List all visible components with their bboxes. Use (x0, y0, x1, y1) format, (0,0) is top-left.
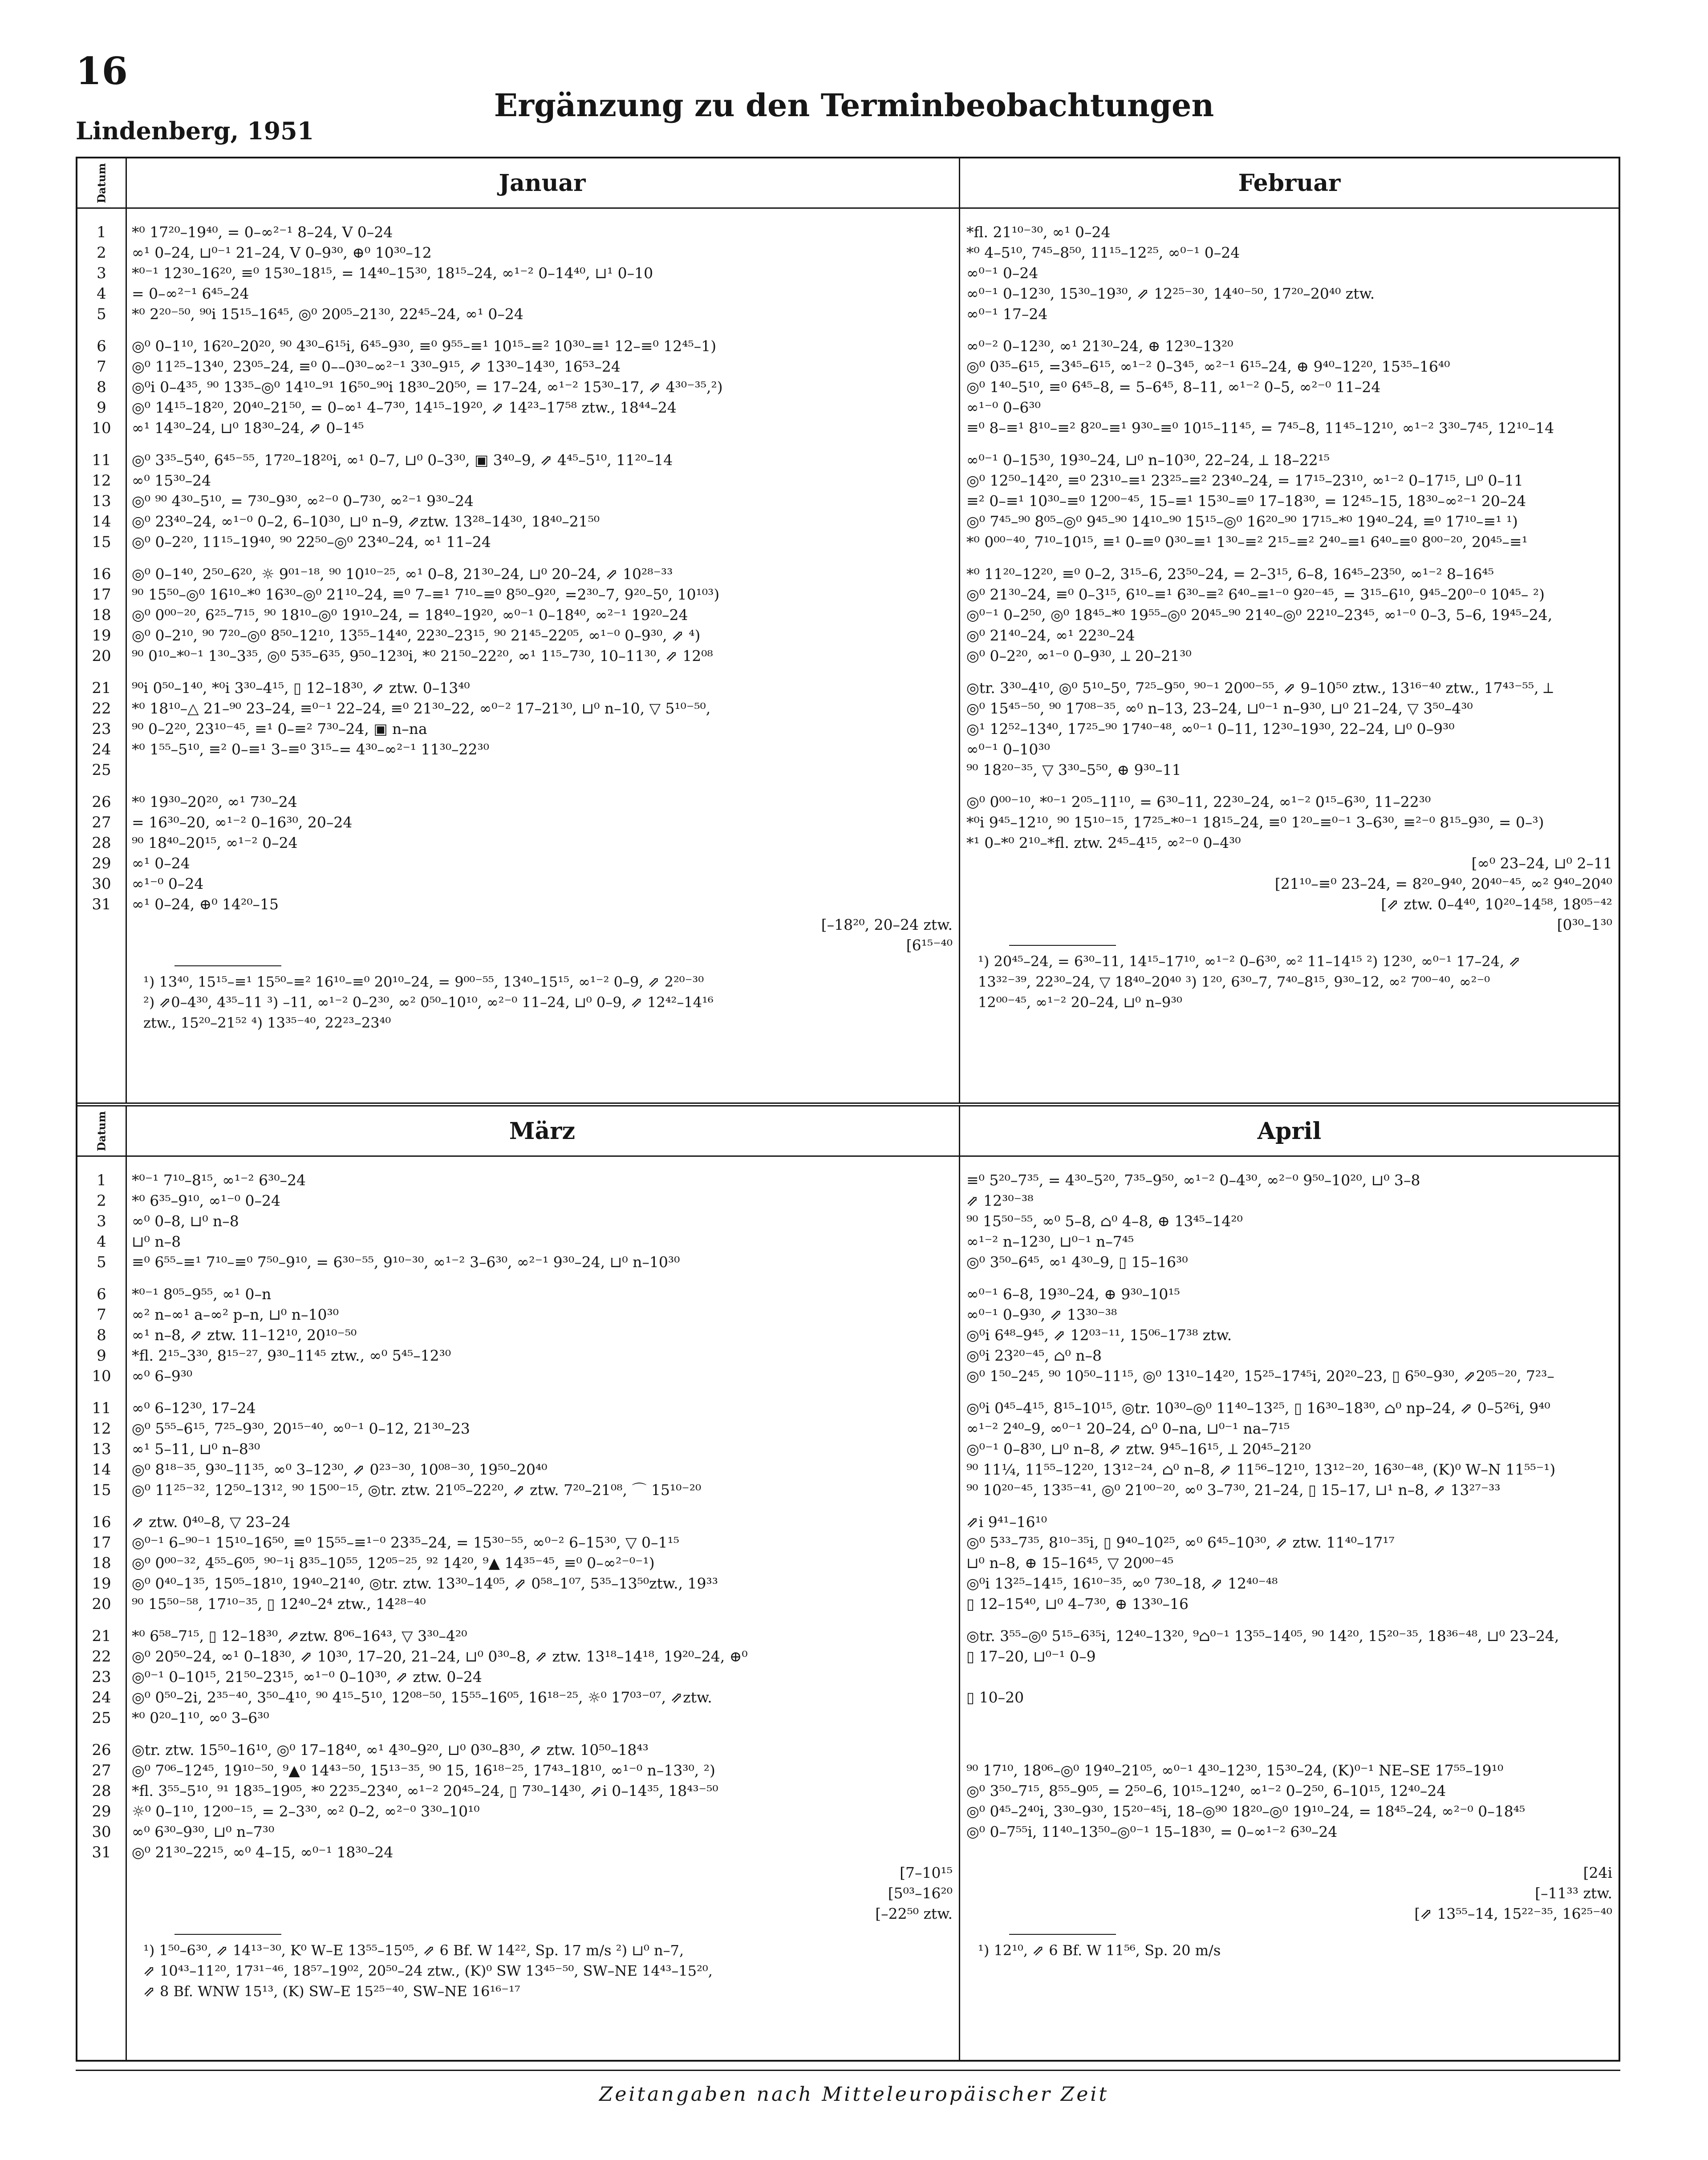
day-number: 29 (92, 855, 111, 872)
observation-row: ⇗ ztw. 0⁴⁰–8, ▽ 23–24 (132, 1513, 291, 1531)
day-number: 27 (92, 814, 111, 831)
observation-row: ⇗i 9⁴¹–16¹⁰ (966, 1513, 1047, 1531)
month-rows (126, 209, 959, 956)
continuation-line: [0³⁰–1³⁰ (1557, 916, 1612, 933)
observation-row: ◎⁰⁻¹ 0–2⁵⁰, ◎⁰ 18⁴⁵–*⁰ 19⁵⁵–◎⁰ 20⁴⁵–⁹⁰ 21⁴⁰–◎⁰ 22¹⁰–23⁴⁵, ∞¹⁻⁰ 0–3, 5–6, 19⁴⁵–24, (966, 606, 1553, 624)
day-number: 5 (97, 305, 106, 323)
observation-row: ◎⁰ 1⁵⁰–2⁴⁵, ⁹⁰ 10⁵⁰–11¹⁵, ◎⁰ 13¹⁰–14²⁰, 15²⁵–17⁴⁵i, 20²⁰–23, ▯ 6⁵⁰–9³⁰, ⇗2⁰⁵⁻²⁰, 7²³– (966, 1367, 1554, 1385)
day-list (77, 209, 126, 915)
day-number: 20 (92, 647, 111, 665)
observation-row: ⁹⁰i 0⁵⁰–1⁴⁰, *⁰i 3³⁰–4¹⁵, ▯ 12–18³⁰, ⇗ ztw. 0–13⁴⁰ (132, 679, 470, 697)
datum-header (77, 1106, 126, 1157)
observation-row: ▯ 10–20 (966, 1689, 1024, 1706)
day-number: 26 (92, 793, 111, 811)
observation-row: *¹ 0–*⁰ 2¹⁰–*fl. ztw. 2⁴⁵–4¹⁵, ∞²⁻⁰ 0–4³⁰ (966, 834, 1241, 851)
observation-row: ◎⁰ 0⁰⁰⁻¹⁰, *⁰⁻¹ 2⁰⁵–11¹⁰, = 6³⁰–11, 22³⁰–24, ∞¹⁻² 0¹⁵–6³⁰, 11–22³⁰ (966, 793, 1431, 811)
footnote-line: ztw., 15²⁰–21⁵² ⁴) 13³⁵⁻⁴⁰, 22²³–23⁴⁰ (143, 1014, 391, 1031)
observation-row: ☼⁰ 0–1¹⁰, 12⁰⁰⁻¹⁵, = 2–3³⁰, ∞² 0–2, ∞²⁻⁰ 3³⁰–10¹⁰ (132, 1803, 480, 1820)
month-april (960, 1106, 1619, 2060)
month-maerz (126, 1106, 960, 2060)
observation-row: ∞⁰⁻¹ 0–15³⁰, 19³⁰–24, ⊔⁰ n–10³⁰, 22–24, ⟂ 18–22¹⁵ (966, 451, 1330, 469)
observation-row: ◎⁰ 11²⁵⁻³², 12⁵⁰–13¹², ⁹⁰ 15⁰⁰⁻¹⁵, ◎tr. ztw. 21⁰⁵–22²⁰, ⇗ ztw. 7²⁰–21⁰⁸, ⌒ 15¹⁰⁻²⁰ (132, 1481, 702, 1499)
footnote-rule (1009, 1934, 1116, 1935)
day-number: 19 (92, 627, 111, 644)
datum-column (77, 1106, 127, 2060)
footnotes (126, 1940, 959, 2002)
observation-row: = 16³⁰–20, ∞¹⁻² 0–16³⁰, 20–24 (132, 814, 353, 831)
day-number: 14 (92, 513, 111, 531)
month-rows (960, 1157, 1619, 1924)
month-januar (126, 158, 960, 1102)
observation-row: *fl. 3⁵⁵–5¹⁰, ⁹¹ 18³⁵–19⁰⁵, *⁰ 22³⁵–23⁴⁰, ∞¹⁻² 20⁴⁵–24, ▯ 7³⁰–14³⁰, ⇗i 0–14³⁵, 18⁴³⁻⁵⁰ (132, 1782, 718, 1799)
observation-row (132, 760, 953, 780)
observation-row: *⁰⁻¹ 7¹⁰–8¹⁵, ∞¹⁻² 6³⁰–24 (132, 1171, 306, 1189)
observation-row: ∞¹⁻⁰ 0–6³⁰ (966, 399, 1041, 416)
day-number: 26 (92, 1741, 111, 1759)
day-number: 7 (97, 358, 106, 376)
observation-row: *⁰ 17²⁰–19⁴⁰, = 0–∞²⁻¹ 8–24, V 0–24 (132, 223, 393, 241)
observation-row: ≡² 0–≡¹ 10³⁰–≡⁰ 12⁰⁰⁻⁴⁵, 15–≡¹ 15³⁰–≡⁰ 17–18³⁰, = 12⁴⁵–15, 18³⁰–∞²⁻¹ 20–24 (966, 492, 1526, 510)
observation-row: ◎⁰ 0–1⁴⁰, 2⁵⁰–6²⁰, ☼ 9⁰¹⁻¹⁸, ⁹⁰ 10¹⁰⁻²⁵, ∞¹ 0–8, 21³⁰–24, ⊔⁰ 20–24, ⇗ 10²⁸⁻³³ (132, 565, 673, 583)
day-number: 24 (92, 1689, 111, 1706)
table-half-jan-feb (77, 158, 1619, 1106)
day-number: 27 (92, 1762, 111, 1779)
day-number: 11 (92, 1399, 111, 1417)
footnote-line: ²) ⇗0–4³⁰, 4³⁵–11 ³) –11, ∞¹⁻² 0–2³⁰, ∞² 0⁵⁰–10¹⁰, ∞²⁻⁰ 11–24, ⊔⁰ 0–9, ⇗ 12⁴²–14¹⁶ (143, 994, 714, 1011)
observation-row: *⁰ 6³⁵–9¹⁰, ∞¹⁻⁰ 0–24 (132, 1192, 280, 1209)
page-number: 16 (76, 49, 128, 93)
observation-row: ◎⁰⁻¹ 6–⁹⁰⁻¹ 15¹⁰–16⁵⁰, ≡⁰ 15⁵⁵–≡¹⁻⁰ 23³⁵–24, = 15³⁰⁻⁵⁵, ∞⁰⁻² 6–15³⁰, ▽ 0–1¹⁵ (132, 1534, 679, 1551)
observation-row: ◎⁰ ⁹⁰ 4³⁰–5¹⁰, = 7³⁰–9³⁰, ∞²⁻⁰ 0–7³⁰, ∞²⁻¹ 9³⁰–24 (132, 492, 474, 510)
month-februar (960, 158, 1619, 1102)
observation-row: ◎⁰ 21³⁰–24, ≡⁰ 0–3¹⁵, 6¹⁰–≡¹ 6³⁰–≡² 6⁴⁰–≡¹⁻⁰ 9²⁰⁻⁴⁵, = 3¹⁵–6¹⁰, 9⁴⁵–20⁰⁻⁰ 10⁴⁵– ²) (966, 586, 1545, 603)
day-number: 13 (92, 1440, 111, 1458)
observation-row (966, 1842, 1612, 1863)
bottom-rule (76, 2070, 1620, 2071)
footnotes (126, 972, 959, 1033)
day-number: 8 (97, 378, 106, 396)
day-number: 16 (92, 1513, 111, 1531)
observation-row: ◎⁰i 0–4³⁵, ⁹⁰ 13³⁵–◎⁰ 14¹⁰–⁹¹ 16⁵⁰–⁹⁰i 18³⁰–20⁵⁰, = 17–24, ∞¹⁻² 15³⁰–17, ⇗ 4³⁰⁻³⁵,²) (132, 378, 723, 396)
observation-row: ◎⁰ 21⁴⁰–24, ∞¹ 22³⁰–24 (966, 627, 1135, 644)
observation-row: ∞² n–∞¹ a–∞² p–n, ⊔⁰ n–10³⁰ (132, 1306, 339, 1323)
observation-row: ∞¹ 0–24 (132, 855, 190, 872)
day-number: 25 (92, 1709, 111, 1727)
observation-row: ◎⁰ 12⁵⁰–14²⁰, ≡⁰ 23¹⁰–≡¹ 23²⁵–≡² 23⁴⁰–24, = 17¹⁵–23¹⁰, ∞¹⁻² 0–17¹⁵, ⊔⁰ 0–11 (966, 472, 1523, 489)
observation-row: ◎⁰ 21³⁰–22¹⁵, ∞⁰ 4–15, ∞⁰⁻¹ 18³⁰–24 (132, 1844, 394, 1861)
day-number: 9 (97, 399, 106, 417)
observation-row: ⁹⁰ 18⁴⁰–20¹⁵, ∞¹⁻² 0–24 (132, 834, 298, 851)
observation-table (76, 157, 1620, 2062)
observation-row: ◎⁰ 0–2²⁰, ∞¹⁻⁰ 0–9³⁰, ⟂ 20–21³⁰ (966, 647, 1192, 665)
observation-row: *⁰ 4–5¹⁰, 7⁴⁵–8⁵⁰, 11¹⁵–12²⁵, ∞⁰⁻¹ 0–24 (966, 244, 1240, 261)
observation-row: ⁹⁰ 15⁵⁰–◎⁰ 16¹⁰–*⁰ 16³⁰–◎⁰ 21¹⁰–24, ≡⁰ 7–≡¹ 7¹⁰–≡⁰ 8⁵⁰–9²⁰, =2³⁰–7, 9²⁰–5⁰, 10¹⁰³) (132, 586, 720, 603)
observation-row: *⁰ 11²⁰–12²⁰, ≡⁰ 0–2, 3¹⁵–6, 23⁵⁰–24, = 2–3¹⁵, 6–8, 16⁴⁵–23⁵⁰, ∞¹⁻² 8–16⁴⁵ (966, 565, 1494, 583)
day-number: 22 (92, 1648, 111, 1666)
observation-row: ◎tr. 3⁵⁵–◎⁰ 5¹⁵–6³⁵i, 12⁴⁰–13²⁰, ⁹⌂⁰⁻¹ 13⁵⁵–14⁰⁵, ⁹⁰ 14²⁰, 15²⁰⁻³⁵, 18³⁶⁻⁴⁸, ⊔⁰ 23–24, (966, 1627, 1559, 1645)
observation-row: ≡⁰ 5²⁰–7³⁵, = 4³⁰–5²⁰, 7³⁵–9⁵⁰, ∞¹⁻² 0–4³⁰, ∞²⁻⁰ 9⁵⁰–10²⁰, ⊔⁰ 3–8 (966, 1171, 1420, 1189)
observation-row: ◎⁰i 0⁴⁵–4¹⁵, 8¹⁵–10¹⁵, ◎tr. 10³⁰–◎⁰ 11⁴⁰–13²⁵, ▯ 16³⁰–18³⁰, ⌂⁰ np–24, ⇗ 0–5²⁶i, 9⁴⁰ (966, 1399, 1550, 1417)
observation-row: ◎⁰⁻¹ 0–8³⁰, ⊔⁰ n–8, ⇗ ztw. 9⁴⁵–16¹⁵, ⟂ 20⁴⁵–21²⁰ (966, 1440, 1311, 1458)
footnote-rule (174, 965, 281, 966)
observation-row: ◎⁰ 0⁴⁵–2⁴⁰i, 3³⁰–9³⁰, 15²⁰⁻⁴⁵i, 18–◎⁹⁰ 18²⁰–◎⁰ 19¹⁰–24, = 18⁴⁵–24, ∞²⁻⁰ 0–18⁴⁵ (966, 1803, 1525, 1820)
observation-row: ◎tr. ztw. 15⁵⁰–16¹⁰, ◎⁰ 17–18⁴⁰, ∞¹ 4³⁰–9²⁰, ⊔⁰ 0³⁰–8³⁰, ⇗ ztw. 10⁵⁰–18⁴³ (132, 1741, 649, 1759)
observation-row: *⁰ 6⁵⁸–7¹⁵, ▯ 12–18³⁰, ⇗ztw. 8⁰⁶–16⁴³, ▽ 3³⁰–4²⁰ (132, 1627, 467, 1645)
day-number: 30 (92, 875, 111, 893)
day-number: 10 (92, 1367, 111, 1385)
observation-row: *⁰⁻¹ 8⁰⁵–9⁵⁵, ∞¹ 0–n (132, 1285, 272, 1303)
day-number: 4 (97, 285, 106, 303)
observation-row: *⁰ 0²⁰–1¹⁰, ∞⁰ 3–6³⁰ (132, 1709, 269, 1726)
observation-row: ◎⁰⁻¹ 0–10¹⁵, 21⁵⁰–23¹⁵, ∞¹⁻⁰ 0–10³⁰, ⇗ ztw. 0–24 (132, 1668, 482, 1686)
observation-row: ◎tr. 3³⁰–4¹⁰, ◎⁰ 5¹⁰–5⁰, 7²⁵–9⁵⁰, ⁹⁰⁻¹ 20⁰⁰⁻⁵⁵, ⇗ 9–10⁵⁰ ztw., 13¹⁶⁻⁴⁰ ztw., 17⁴³⁻⁵⁵, ⟂ (966, 679, 1554, 697)
observation-row: ◎⁰i 23²⁰⁻⁴⁵, ⌂⁰ n–8 (966, 1347, 1102, 1364)
footnotes (960, 951, 1619, 1013)
day-number: 6 (97, 1285, 106, 1303)
observation-row: *⁰ 18¹⁰–△ 21–⁹⁰ 23–24, ≡⁰⁻¹ 22–24, ≡⁰ 21³⁰–22, ∞⁰⁻² 17–21³⁰, ⊔⁰ n–10, ▽ 5¹⁰⁻⁵⁰, (132, 700, 711, 717)
footnote-rule (1009, 945, 1116, 946)
month-title: März (126, 1106, 959, 1157)
observation-row: ⊔⁰ n–8, ⊕ 15–16⁴⁵, ▽ 20⁰⁰⁻⁴⁵ (966, 1554, 1174, 1572)
continuation-line: [–22⁵⁰ ztw. (875, 1905, 953, 1922)
observation-row: ∞¹ n–8, ⇗ ztw. 11–12¹⁰, 20¹⁰⁻⁵⁰ (132, 1326, 357, 1344)
observation-row: *⁰⁻¹ 12³⁰–16²⁰, ≡⁰ 15³⁰–18¹⁵, = 14⁴⁰–15³⁰, 18¹⁵–24, ∞¹⁻² 0–14⁴⁰, ⊔¹ 0–10 (132, 264, 653, 282)
page-title: Ergänzung zu den Terminbeobachtungen (494, 87, 1214, 124)
footnote-line: ⇗ 8 Bf. WNW 15¹³, (K) SW–E 15²⁵⁻⁴⁰, SW–NE 16¹⁶⁻¹⁷ (143, 1983, 520, 2000)
observation-row: *⁰ 0⁰⁰⁻⁴⁰, 7¹⁰–10¹⁵, ≡¹ 0–≡⁰ 0³⁰–≡¹ 1³⁰–≡² 2¹⁵–≡² 2⁴⁰–≡¹ 6⁴⁰–≡⁰ 8⁰⁰⁻²⁰, 20⁴⁵–≡¹ (966, 533, 1528, 551)
table-half-mar-apr (77, 1106, 1619, 2060)
day-number: 29 (92, 1803, 111, 1820)
continuation-line: [5⁰³–16²⁰ (888, 1884, 953, 1902)
day-number: 13 (92, 492, 111, 510)
day-number: 21 (92, 1627, 111, 1645)
day-number: 30 (92, 1823, 111, 1841)
footnote-line: ¹) 12¹⁰, ⇗ 6 Bf. W 11⁵⁶, Sp. 20 m/s (978, 1942, 1221, 1959)
observation-row: *fl. 2¹⁵–3³⁰, 8¹⁵⁻²⁷, 9³⁰–11⁴⁵ ztw., ∞⁰ 5⁴⁵–12³⁰ (132, 1347, 451, 1364)
month-title: Februar (960, 158, 1619, 209)
observation-row: ⁹⁰ 10²⁰⁻⁴⁵, 13³⁵⁻⁴¹, ◎⁰ 21⁰⁰⁻²⁰, ∞⁰ 3–7³⁰, 21–24, ▯ 15–17, ⊔¹ n–8, ⇗ 13²⁷⁻³³ (966, 1481, 1501, 1499)
observation-row: ◎¹ 12⁵²–13⁴⁰, 17²⁵–⁹⁰ 17⁴⁰⁻⁴⁸, ∞⁰⁻¹ 0–11, 12³⁰–19³⁰, 22–24, ⊔⁰ 0–9³⁰ (966, 720, 1455, 738)
observation-row: ◎⁰ 7⁴⁵–⁹⁰ 8⁰⁵–◎⁰ 9⁴⁵–⁹⁰ 14¹⁰–⁹⁰ 15¹⁵–◎⁰ 16²⁰–⁹⁰ 17¹⁵–*⁰ 19⁴⁰–24, ≡⁰ 17¹⁰–≡¹ ¹) (966, 513, 1518, 530)
time-zone-note: Zeitangaben nach Mitteleuropäischer Zeit (599, 2083, 1109, 2106)
footnote-line: ¹) 13⁴⁰, 15¹⁵–≡¹ 15⁵⁰–≡² 16¹⁰–≡⁰ 20¹⁰–24, = 9⁰⁰⁻⁵⁵, 13⁴⁰–15¹⁵, ∞¹⁻² 0–9, ⇗ 2²⁰⁻³⁰ (143, 973, 704, 990)
observation-row: ∞⁰⁻¹ 0–24 (966, 264, 1039, 282)
day-number: 21 (92, 679, 111, 697)
observation-row: *⁰ 2²⁰⁻⁵⁰, ⁹⁰i 15¹⁵–16⁴⁵, ◎⁰ 20⁰⁵–21³⁰, 22⁴⁵–24, ∞¹ 0–24 (132, 305, 523, 323)
observation-row (966, 1708, 1612, 1728)
day-number: 3 (97, 1212, 106, 1230)
observation-row: ⁹⁰ 0–2²⁰, 23¹⁰⁻⁴⁵, ≡¹ 0–≡² 7³⁰–24, ▣ n–na (132, 720, 427, 738)
day-number: 23 (92, 1668, 111, 1686)
day-number: 8 (97, 1326, 106, 1344)
observation-row: ∞⁰ 6–12³⁰, 17–24 (132, 1399, 256, 1417)
continuation-line: [⇗ 13⁵⁵–14, 15²²⁻³⁵, 16²⁵⁻⁴⁰ (1414, 1905, 1612, 1922)
observation-row: ≡⁰ 8–≡¹ 8¹⁰–≡² 8²⁰–≡¹ 9³⁰–≡⁰ 10¹⁵–11⁴⁵, = 7⁴⁵–8, 11⁴⁵–12¹⁰, ∞¹⁻² 3³⁰–7⁴⁵, 12¹⁰–14 (966, 419, 1554, 437)
observation-row: ◎⁰i 13²⁵–14¹⁵, 16¹⁰⁻³⁵, ∞⁰ 7³⁰–18, ⇗ 12⁴⁰⁻⁴⁸ (966, 1575, 1278, 1592)
day-number: 9 (97, 1347, 106, 1365)
day-number: 12 (92, 1420, 111, 1438)
day-number: 7 (97, 1306, 106, 1324)
footnote-line: 12⁰⁰⁻⁴⁵, ∞¹⁻² 20–24, ⊔⁰ n–9³⁰ (978, 994, 1182, 1011)
observation-row: ◎⁰ 0–1¹⁰, 16²⁰–20²⁰, ⁹⁰ 4³⁰–6¹⁵i, 6⁴⁵–9³⁰, ≡⁰ 9⁵⁵–≡¹ 10¹⁵–≡² 10³⁰–≡¹ 12–≡⁰ 12⁴⁵–1) (132, 337, 717, 355)
observation-row: ∞⁰ 0–8, ⊔⁰ n–8 (132, 1212, 239, 1230)
observation-row: ◎⁰ 14¹⁵–18²⁰, 20⁴⁰–21⁵⁰, = 0–∞¹ 4–7³⁰, 14¹⁵–19²⁰, ⇗ 14²³–17⁵⁸ ztw., 18⁴⁴–24 (132, 399, 677, 416)
observation-row: ∞⁰ 6³⁰–9³⁰, ⊔⁰ n–7³⁰ (132, 1823, 275, 1840)
observation-row: ◎⁰ 0⁵⁰–2i, 2³⁵⁻⁴⁰, 3⁵⁰–4¹⁰, ⁹⁰ 4¹⁵–5¹⁰, 12⁰⁸⁻⁵⁰, 15⁵⁵–16⁰⁵, 16¹⁸⁻²⁵, ☼⁰ 17⁰³⁻⁰⁷, ⇗ztw. (132, 1689, 712, 1706)
day-number: 3 (97, 264, 106, 282)
observation-row: ∞¹ 0–24, ⊔⁰⁻¹ 21–24, V 0–9³⁰, ⊕⁰ 10³⁰–12 (132, 244, 432, 261)
observation-row: ◎⁰ 1⁴⁰–5¹⁰, ≡⁰ 6⁴⁵–8, = 5–6⁴⁵, 8–11, ∞¹⁻² 0–5, ∞²⁻⁰ 11–24 (966, 378, 1381, 396)
observation-row: ◎⁰ 3⁵⁰–7¹⁵, 8⁵⁵–9⁰⁵, = 2⁵⁰–6, 10¹⁵–12⁴⁰, ∞¹⁻² 0–2⁵⁰, 6–10¹⁵, 12⁴⁰–24 (966, 1782, 1446, 1799)
continuation-line: [–11³³ ztw. (1535, 1884, 1612, 1902)
observation-row: ∞¹ 14³⁰–24, ⊔⁰ 18³⁰–24, ⇗ 0–1⁴⁵ (132, 419, 364, 437)
day-number: 17 (92, 586, 111, 604)
observation-row: ∞⁰⁻¹ 6–8, 19³⁰–24, ⊕ 9³⁰–10¹⁵ (966, 1285, 1180, 1303)
continuation-line: [6¹⁵⁻⁴⁰ (906, 936, 953, 954)
footnote-line: 13³²⁻³⁹, 22³⁰–24, ▽ 18⁴⁰–20⁴⁰ ³) 1²⁰, 6³⁰–7, 7⁴⁰–8¹⁵, 9³⁰–12, ∞² 7⁰⁰⁻⁴⁰, ∞²⁻⁰ (978, 973, 1490, 990)
day-number: 10 (92, 419, 111, 437)
day-number: 31 (92, 1844, 111, 1861)
observation-row: ∞⁰⁻¹ 0–12³⁰, 15³⁰–19³⁰, ⇗ 12²⁵⁻³⁰, 14⁴⁰⁻⁵⁰, 17²⁰–20⁴⁰ ztw. (966, 285, 1375, 302)
datum-label: Datum (95, 162, 108, 203)
day-number: 18 (92, 1554, 111, 1572)
observation-row: *⁰ 1⁵⁵–5¹⁰, ≡² 0–≡¹ 3–≡⁰ 3¹⁵–= 4³⁰–∞²⁻¹ 11³⁰–22³⁰ (132, 741, 490, 758)
day-number: 31 (92, 896, 111, 913)
day-number: 22 (92, 700, 111, 717)
observation-row: ⁹⁰ 0¹⁰–*⁰⁻¹ 1³⁰–3³⁵, ◎⁰ 5³⁵–6³⁵, 9⁵⁰–12³⁰i, *⁰ 21⁵⁰–22²⁰, ∞¹ 1¹⁵–7³⁰, 10–11³⁰, ⇗ 12⁰⁸ (132, 647, 713, 665)
observation-row: ∞⁰⁻² 0–12³⁰, ∞¹ 21³⁰–24, ⊕ 12³⁰–13²⁰ (966, 337, 1233, 355)
place-and-year: Lindenberg, 1951 (76, 117, 314, 145)
day-number: 19 (92, 1575, 111, 1593)
observation-row: ◎⁰ 8¹⁸⁻³⁵, 9³⁰–11³⁵, ∞⁰ 3–12³⁰, ⇗ 0²³⁻³⁰, 10⁰⁸⁻³⁰, 19⁵⁰–20⁴⁰ (132, 1461, 548, 1478)
observation-row: ◎⁰ 0–7⁵⁵i, 11⁴⁰–13⁵⁰–◎⁰⁻¹ 15–18³⁰, = 0–∞¹⁻² 6³⁰–24 (966, 1823, 1338, 1840)
observation-row: ∞⁰⁻¹ 17–24 (966, 305, 1048, 323)
day-number: 11 (92, 451, 111, 469)
footnotes (960, 1940, 1619, 1961)
day-number: 2 (97, 1192, 106, 1210)
observation-row: ◎⁰ 0⁰⁰⁻²⁰, 6²⁵–7¹⁵, ⁹⁰ 18¹⁰–◎⁰ 19¹⁰–24, = 18⁴⁰–19²⁰, ∞⁰⁻¹ 0–18⁴⁰, ∞²⁻¹ 19²⁰–24 (132, 606, 688, 624)
observation-row: ◎⁰ 5³³–7³⁵, 8¹⁰⁻³⁵i, ▯ 9⁴⁰–10²⁵, ∞⁰ 6⁴⁵–10³⁰, ⇗ ztw. 11⁴⁰–17¹⁷ (966, 1534, 1395, 1551)
observation-row: ◎⁰ 23⁴⁰–24, ∞¹⁻⁰ 0–2, 6–10³⁰, ⊔⁰ n–9, ⇗ztw. 13²⁸–14³⁰, 18⁴⁰–21⁵⁰ (132, 513, 600, 530)
observation-row: ∞⁰⁻¹ 0–9³⁰, ⇗ 13³⁰⁻³⁸ (966, 1306, 1117, 1323)
datum-column (77, 158, 127, 1102)
observation-row: ◎⁰ 3⁵⁰–6⁴⁵, ∞¹ 4³⁰–9, ▯ 15–16³⁰ (966, 1253, 1188, 1271)
day-number: 17 (92, 1534, 111, 1552)
footnote-rule (174, 1934, 281, 1935)
day-number: 1 (97, 223, 106, 241)
day-number: 6 (97, 337, 106, 355)
observation-row: ∞⁰⁻¹ 0–10³⁰ (966, 741, 1050, 758)
observation-row: ◎⁰ 5⁵⁵–6¹⁵, 7²⁵–9³⁰, 20¹⁵⁻⁴⁰, ∞⁰⁻¹ 0–12, 21³⁰–23 (132, 1420, 470, 1437)
observation-row: ⁹⁰ 17¹⁰, 18⁰⁶–◎⁰ 19⁴⁰–21⁰⁵, ∞⁰⁻¹ 4³⁰–12³⁰, 15³⁰–24, (K)⁰⁻¹ NE–SE 17⁵⁵–19¹⁰ (966, 1762, 1504, 1779)
observation-row: ∞⁰ 6–9³⁰ (132, 1367, 193, 1385)
day-number: 12 (92, 472, 111, 490)
observation-row: ◎⁰ 3³⁵–5⁴⁰, 6⁴⁵⁻⁵⁵, 17²⁰–18²⁰i, ∞¹ 0–7, ⊔⁰ 0–3³⁰, ▣ 3⁴⁰–9, ⇗ 4⁴⁵–5¹⁰, 11²⁰–14 (132, 451, 673, 469)
observation-row: ∞¹⁻⁰ 0–24 (132, 875, 204, 892)
observation-row: ◎⁰i 6⁴⁸–9⁴⁵, ⇗ 12⁰³⁻¹¹, 15⁰⁶–17³⁸ ztw. (966, 1326, 1232, 1344)
footnote-line: ⇗ 10⁴³–11²⁰, 17³¹⁻⁴⁶, 18⁵⁷–19⁰², 20⁵⁰–24 ztw., (K)⁰ SW 13⁴⁵⁻⁵⁰, SW–NE 14⁴³–15²⁰, (143, 1962, 713, 1979)
continuation-line: [∞⁰ 23–24, ⊔⁰ 2–11 (1471, 855, 1612, 872)
footnote-line: ¹) 20⁴⁵–24, = 6³⁰–11, 14¹⁵–17¹⁰, ∞¹⁻² 0–6³⁰, ∞² 11–14¹⁵ ²) 12³⁰, ∞⁰⁻¹ 17–24, ⇗ (978, 953, 1521, 970)
observation-row: ∞⁰ 15³⁰–24 (132, 472, 211, 489)
observation-row: ◎⁰ 0–2¹⁰, ⁹⁰ 7²⁰–◎⁰ 8⁵⁰–12¹⁰, 13⁵⁵–14⁴⁰, 22³⁰–23¹⁵, ⁹⁰ 21⁴⁵–22⁰⁵, ∞¹⁻⁰ 0–9³⁰, ⇗ ⁴) (132, 627, 701, 644)
day-number: 24 (92, 741, 111, 758)
observation-row: ∞¹ 0–24, ⊕⁰ 14²⁰–15 (132, 896, 279, 913)
observation-row: ◎⁰ 7⁰⁶–12⁴⁵, 19¹⁰⁻⁵⁰, ⁹▲⁰ 14⁴³⁻⁵⁰, 15¹³⁻³⁵, ⁹⁰ 15, 16¹⁸⁻²⁵, 17⁴³–18¹⁰, ∞¹⁻⁰ n–13³⁰, ²) (132, 1762, 715, 1779)
datum-header (77, 158, 126, 209)
observation-row: *fl. 21¹⁰⁻³⁰, ∞¹ 0–24 (966, 223, 1111, 241)
month-rows (126, 1157, 959, 1924)
continuation-line: [⇗ ztw. 0–4⁴⁰, 10²⁰–14⁵⁸, 18⁰⁵⁻⁴² (1381, 896, 1612, 913)
day-number: 23 (92, 720, 111, 738)
observation-row (966, 1667, 1612, 1687)
observation-row: ▯ 17–20, ⊔⁰⁻¹ 0–9 (966, 1648, 1096, 1665)
observation-row: = 0–∞²⁻¹ 6⁴⁵–24 (132, 285, 249, 302)
day-number: 25 (92, 761, 111, 779)
observation-row: ⊔⁰ n–8 (132, 1233, 181, 1250)
observation-row: ⁹⁰ 11¼, 11⁵⁵–12²⁰, 13¹²⁻²⁴, ⌂⁰ n–8, ⇗ 11⁵⁶–12¹⁰, 13¹²⁻²⁰, 16³⁰⁻⁴⁸, (K)⁰ W–N 11⁵⁵⁻¹) (966, 1461, 1556, 1478)
observation-row: ⁹⁰ 15⁵⁰⁻⁵⁸, 17¹⁰⁻³⁵, ▯ 12⁴⁰–2⁴ ztw., 14²⁸⁻⁴⁰ (132, 1595, 426, 1613)
continuation-line: [–18²⁰, 20–24 ztw. (821, 916, 953, 933)
observation-row: ∞¹⁻² n–12³⁰, ⊔⁰⁻¹ n–7⁴⁵ (966, 1233, 1134, 1250)
observation-row: ◎⁰ 0³⁵–6¹⁵, =3⁴⁵–6¹⁵, ∞¹⁻² 0–3⁴⁵, ∞²⁻¹ 6¹⁵–24, ⊕ 9⁴⁰–12²⁰, 15³⁵–16⁴⁰ (966, 358, 1450, 375)
day-number: 28 (92, 834, 111, 852)
observation-row: *⁰i 9⁴⁵–12¹⁰, ⁹⁰ 15¹⁰⁻¹⁵, 17²⁵–*⁰⁻¹ 18¹⁵–24, ≡⁰ 1²⁰–≡⁰⁻¹ 3–6³⁰, ≡²⁻⁰ 8¹⁵–9³⁰, = 0–³) (966, 814, 1544, 831)
continuation-line: [24i (1583, 1864, 1612, 1881)
day-number: 28 (92, 1782, 111, 1800)
observation-row: ◎⁰ 0⁴⁰–1³⁵, 15⁰⁵–18¹⁰, 19⁴⁰–21⁴⁰, ◎tr. ztw. 13³⁰–14⁰⁵, ⇗ 0⁵⁸–1⁰⁷, 5³⁵–13⁵⁰ztw., 19³³ (132, 1575, 718, 1592)
observation-row: ◎⁰ 11²⁵–13⁴⁰, 23⁰⁵–24, ≡⁰ 0––0³⁰–∞²⁻¹ 3³⁰–9¹⁵, ⇗ 13³⁰–14³⁰, 16⁵³–24 (132, 358, 621, 375)
day-number: 16 (92, 565, 111, 583)
observation-row: ◎⁰ 0⁰⁰⁻³², 4⁵⁵–6⁰⁵, ⁹⁰⁻¹i 8³⁵–10⁵⁵, 12⁰⁵⁻²⁵, ⁹² 14²⁰, ⁹▲ 14³⁵⁻⁴⁵, ≡⁰ 0–∞²⁻⁰⁻¹) (132, 1554, 655, 1572)
observation-row: ◎⁰ 20⁵⁰–24, ∞¹ 0–18³⁰, ⇗ 10³⁰, 17–20, 21–24, ⊔⁰ 0³⁰–8, ⇗ ztw. 13¹⁸–14¹⁸, 19²⁰–24, ⊕⁰ (132, 1648, 748, 1665)
observation-row: ∞¹ 5–11, ⊔⁰ n–8³⁰ (132, 1440, 260, 1458)
observation-row: ⁹⁰ 18²⁰⁻³⁵, ▽ 3³⁰–5⁵⁰, ⊕ 9³⁰–11 (966, 761, 1181, 778)
month-title: April (960, 1106, 1619, 1157)
day-number: 20 (92, 1595, 111, 1613)
day-number: 14 (92, 1461, 111, 1479)
month-title: Januar (126, 158, 959, 209)
footnote-line: ¹) 1⁵⁰–6³⁰, ⇗ 14¹³⁻³⁰, K⁰ W–E 13⁵⁵–15⁰⁵, ⇗ 6 Bf. W 14²², Sp. 17 m/s ²) ⊔⁰ n–7, (143, 1942, 684, 1959)
month-rows (960, 209, 1619, 935)
observation-row: ⇗ 12³⁰⁻³⁸ (966, 1192, 1034, 1209)
observation-row: ◎⁰ 0–2²⁰, 11¹⁵–19⁴⁰, ⁹⁰ 22⁵⁰–◎⁰ 23⁴⁰–24, ∞¹ 11–24 (132, 533, 491, 551)
day-number: 15 (92, 1481, 111, 1499)
observation-row: ≡⁰ 6⁵⁵–≡¹ 7¹⁰–≡⁰ 7⁵⁰–9¹⁰, = 6³⁰⁻⁵⁵, 9¹⁰⁻³⁰, ∞¹⁻² 3–6³⁰, ∞²⁻¹ 9³⁰–24, ⊔⁰ n–10³⁰ (132, 1253, 680, 1271)
day-list (77, 1157, 126, 1863)
observation-row: *⁰ 19³⁰–20²⁰, ∞¹ 7³⁰–24 (132, 793, 297, 811)
observation-row (966, 1740, 1612, 1760)
observation-row: ⁹⁰ 15⁵⁰⁻⁵⁵, ∞⁰ 5–8, ⌂⁰ 4–8, ⊕ 13⁴⁵–14²⁰ (966, 1212, 1243, 1230)
day-number: 2 (97, 244, 106, 262)
day-number: 18 (92, 606, 111, 624)
day-number: 5 (97, 1253, 106, 1271)
datum-label: Datum (95, 1110, 108, 1151)
observation-row: ∞¹⁻² 2⁴⁰–9, ∞⁰⁻¹ 20–24, ⌂⁰ 0–na, ⊔⁰⁻¹ na–7¹⁵ (966, 1420, 1290, 1437)
day-number: 4 (97, 1233, 106, 1251)
continuation-line: [7–10¹⁵ (900, 1864, 953, 1881)
observation-row: ◎⁰ 15⁴⁵⁻⁵⁰, ⁹⁰ 17⁰⁸⁻³⁵, ∞⁰ n–13, 23–24, ⊔⁰⁻¹ n–9³⁰, ⊔⁰ 21–24, ▽ 3⁵⁰–4³⁰ (966, 700, 1473, 717)
continuation-line: [21¹⁰–≡⁰ 23–24, = 8²⁰–9⁴⁰, 20⁴⁰⁻⁴⁵, ∞² 9⁴⁰–20⁴⁰ (1274, 875, 1612, 892)
day-number: 15 (92, 533, 111, 551)
day-number: 1 (97, 1171, 106, 1189)
observation-row: ▯ 12–15⁴⁰, ⊔⁰ 4–7³⁰, ⊕ 13³⁰–16 (966, 1595, 1189, 1613)
